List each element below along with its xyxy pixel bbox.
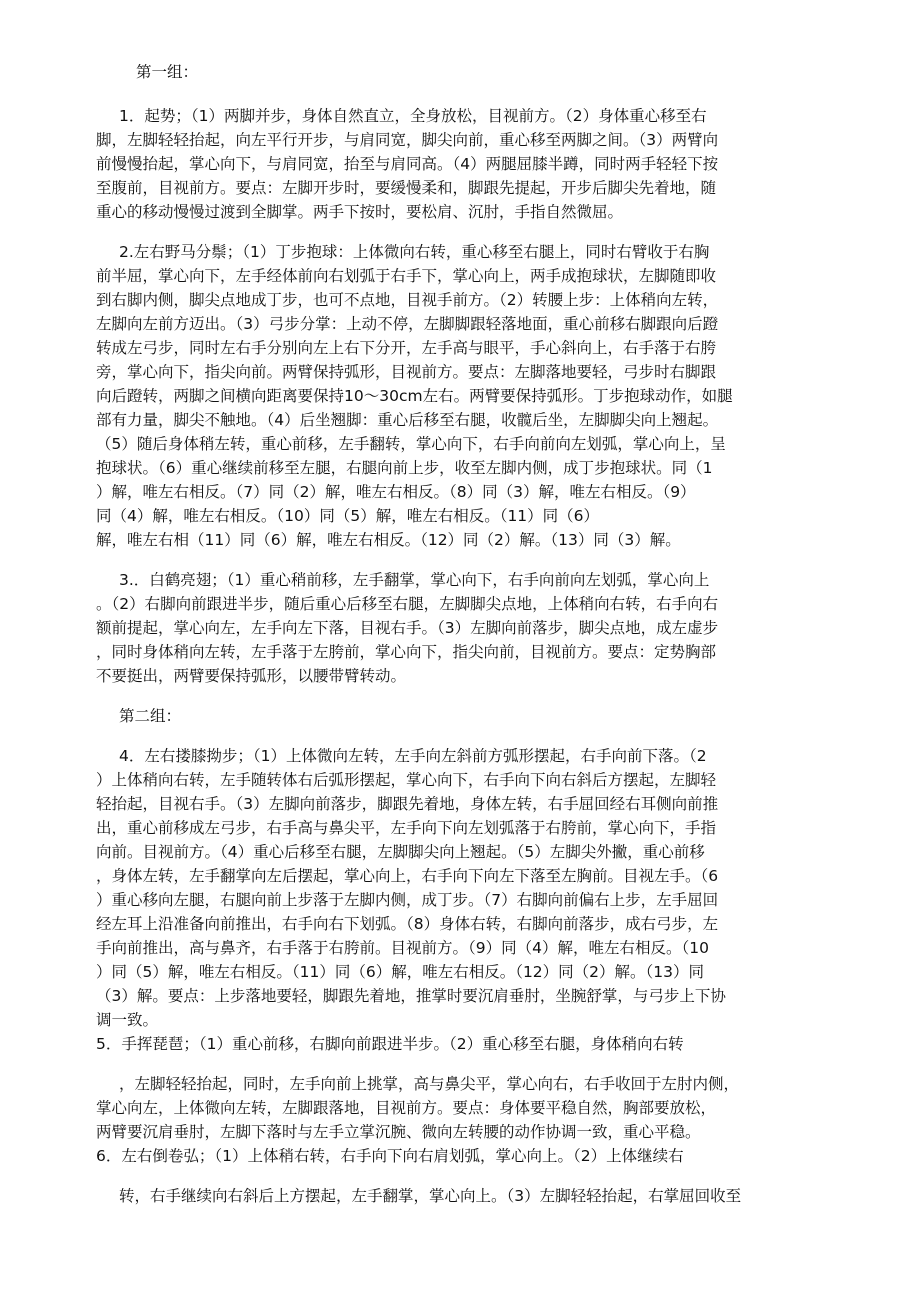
paragraph-line: ）重心移向左腿，右腿向前上步落于左脚内侧，成丁步。（7）右脚向前偏右上步，左手屈回 — [96, 891, 719, 909]
paragraph-line: 出，重心前移成左弓步，右手高与鼻尖平，左手向下向左划弧落于右胯前，掌心向下，手指 — [96, 819, 717, 837]
paragraph-line: 轻抬起，目视右手。（3）左脚向前落步，脚跟先着地，身体左转，右手屈回经右耳侧向前推 — [96, 795, 719, 813]
paragraph-line: 向后蹬转，两脚之间横向距离要保持10～30cm左右。两臂要保持弧形。丁步抱球动作，如腿 — [96, 387, 733, 405]
paragraph-line: 5．手挥琵琶；（1）重心前移，右脚向前跟进半步。（2）重心移至右腿，身体稍向右转 — [96, 1035, 684, 1053]
paragraph-line: ，同时身体稍向左转，左手落于左胯前，掌心向下，指尖向前，目视前方。要点：定势胸部 — [96, 643, 717, 661]
paragraph-line: 重心的移动慢慢过渡到全脚掌。两手下按时，要松肩、沉肘，手指自然微屈。 — [96, 203, 624, 221]
paragraph-line: 前半屈，掌心向下，左手经体前向右划弧于右手下，掌心向上，两手成抱球状，左脚随即收 — [96, 267, 717, 285]
paragraph-line: 3.．白鹤亮翅；（1）重心稍前移，左手翻掌，掌心向下，右手向前向左划弧，掌心向上 — [119, 571, 710, 589]
paragraph-line: 至腹前，目视前方。要点：左脚开步时，要缓慢柔和，脚跟先提起，开步后脚尖先着地，随 — [96, 179, 717, 197]
paragraph-line: ）同（5）解，唯左右相反。（11）同（6）解，唯左右相反。（12）同（2）解。（13）同 — [96, 963, 705, 981]
paragraph-line: 解，唯左右相（11）同（6）解，唯左右相反。（12）同（2）解。（13）同（3）解。 — [96, 531, 681, 549]
paragraph-line: 前慢慢抬起，掌心向下，与肩同宽，抬至与肩同高。（4）两腿屈膝半蹲，同时两手轻轻下按 — [96, 155, 719, 173]
paragraph-line: ）解，唯左右相反。（7）同（2）解，唯左右相反。（8）同（3）解，唯左右相反。（9） — [96, 483, 696, 501]
paragraph-line: 抱球状。（6）重心继续前移至左腿，右腿向前上步，收至左脚内侧，成丁步抱球状。同（1 — [96, 459, 713, 477]
paragraph-line: （3）解。要点：上步落地要轻，脚跟先着地，推掌时要沉肩垂肘，坐腕舒掌，与弓步上下协 — [96, 987, 726, 1005]
paragraph-line: 经左耳上沿准备向前推出，右手向右下划弧。（8）身体右转，右脚向前落步，成右弓步，左 — [96, 915, 719, 933]
paragraph-line: ，身体左转，左手翻掌向左后摆起，掌心向上，右手向下向左下落至左胸前。目视左手。（6 — [96, 867, 719, 885]
paragraph-line: 6．左右倒卷弘；（1）上体稍右转，右手向下向右肩划弧，掌心向上。（2）上体继续右 — [96, 1147, 684, 1165]
paragraph-line: 4．左右搂膝拗步；（1）上体微向左转，左手向左斜前方弧形摆起，右手向前下落。（2 — [119, 747, 707, 765]
paragraph-line: 部有力量，脚尖不触地。（4）后坐翘脚：重心后移至右腿，收髋后坐，左脚脚尖向上翘起。 — [96, 411, 719, 429]
paragraph-line: 转成左弓步，同时左右手分别向左上右下分开，左手高与眼平，手心斜向上，右手落于右胯 — [96, 339, 717, 357]
paragraph-line: 两臂要沉肩垂肘，左脚下落时与左手立掌沉腕、微向左转腰的动作协调一致，重心平稳。 — [96, 1123, 701, 1141]
paragraph-line: 左脚向左前方迈出。（3）弓步分掌：上动不停，左脚脚跟轻落地面，重心前移右脚跟向后蹬 — [96, 315, 719, 333]
paragraph-line: （5）随后身体稍左转，重心前移，左手翻转，掌心向下，右手向前向左划弧，掌心向上，呈 — [96, 435, 726, 453]
paragraph-line: 调一致。 — [96, 1011, 159, 1029]
paragraph-line: 转，右手继续向右斜后上方摆起，左手翻掌，掌心向上。（3）左脚轻轻抬起，右掌屈回收至 — [119, 1187, 742, 1205]
paragraph-line — [96, 1208, 848, 1232]
paragraph-line: 脚，左脚轻轻抬起，向左平行开步，与肩同宽，脚尖向前，重心移至两脚之间。（3）两臂向 — [96, 131, 719, 149]
paragraph-line: 向前。目视前方。（4）重心后移至右腿，左脚脚尖向上翘起。（5）左脚尖外撇，重心前移 — [96, 843, 705, 861]
paragraph-line: 手向前推出，高与鼻齐，右手落于右胯前。目视前方。（9）同（4）解，唯左右相反。（10 — [96, 939, 709, 957]
paragraph-line: 1．起势；（1）两脚并步，身体自然直立，全身放松，目视前方。（2）身体重心移至右 — [119, 107, 707, 125]
paragraph-line: 到右脚内侧，脚尖点地成丁步，也可不点地，目视手前方。（2）转腰上步：上体稍向左转， — [96, 291, 719, 309]
group-heading-2: 第二组： — [119, 707, 182, 725]
paragraph-line: 额前提起，掌心向左，左手向左下落，目视右手。（3）左脚向前落步，脚尖点地，成左虚步 — [96, 619, 719, 637]
group-heading-1: 第一组： — [136, 63, 199, 81]
paragraph-line: ）上体稍向右转，左手随转体右后弧形摆起，掌心向下，右手向下向右斜后方摆起，左脚轻 — [96, 771, 717, 789]
paragraph-line: 。（2）右脚向前跟进半步，随后重心后移至右腿，左脚脚尖点地，上体稍向右转，右手向右 — [96, 595, 719, 613]
paragraph-line: 2.左右野马分鬃；（1）丁步抱球：上体微向右转，重心移至右腿上，同时右臂收于右胸 — [119, 243, 710, 261]
paragraph-line: 不要挺出，两臂要保持弧形，以腰带臂转动。 — [96, 667, 407, 685]
paragraph-line: 掌心向左，上体微向左转，左脚跟落地，目视前方。要点：身体要平稳自然，胸部要放松， — [96, 1099, 717, 1117]
paragraph-line: 旁，掌心向下，指尖向前。两臂保持弧形，目视前方。要点：左脚落地要轻，弓步时右脚跟 — [96, 363, 717, 381]
paragraph-line: ，左脚轻轻抬起，同时，左手向前上挑掌，高与鼻尖平，掌心向右，右手收回于左肘内侧， — [119, 1075, 740, 1093]
paragraph-line: 同（4）解，唯左右相反。（10）同（5）解，唯左右相反。（11）同（6） — [96, 507, 600, 525]
